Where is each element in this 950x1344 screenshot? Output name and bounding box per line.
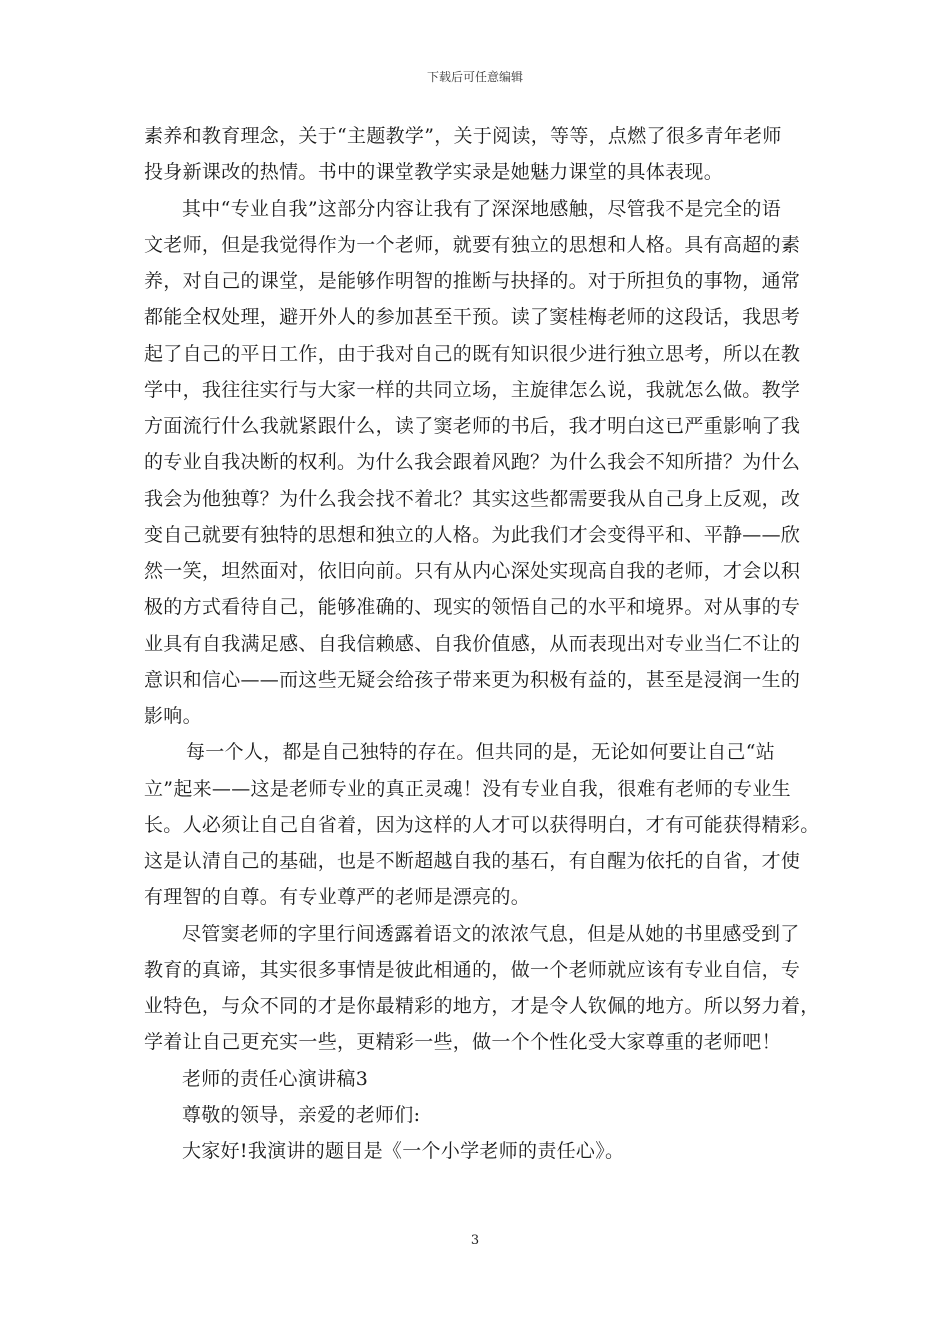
text-line: 变自己就要有独特的思想和独立的人格。为此我们才会变得平和、平静——欣 bbox=[144, 523, 801, 546]
text-line: 素养和教育理念，关于“主题教学”，关于阅读，等等，点燃了很多青年老师 bbox=[144, 125, 782, 147]
text-line: 影响。 bbox=[144, 705, 202, 727]
paragraph-start-line: 每一个人，都是自己独特的存在。但共同的是，无论如何要让自己“站 bbox=[186, 741, 776, 764]
text-line: 都能全权处理，避开外人的参加甚至干预。读了窦桂梅老师的这段话，我思考 bbox=[144, 306, 801, 329]
text-line: 意识和信心——而这些无疑会给孩子带来更为积极有益的，甚至是浸润一生的 bbox=[144, 668, 801, 691]
text-line: 教育的真谛，其实很多事情是彼此相通的，做一个老师就应该有专业自信，专 bbox=[144, 958, 801, 981]
salutation: 尊敬的领导，亲爱的老师们: bbox=[182, 1103, 421, 1126]
paragraph-start-line: 其中“专业自我”这部分内容让我有了深深地感触，尽管我不是完全的语 bbox=[182, 197, 782, 220]
text-line: 立”起来——这是老师专业的真正灵魂！没有专业自我，很难有老师的专业生 bbox=[144, 777, 791, 800]
text-line: 长。人必须让自己自省着，因为这样的人才可以获得明白，才有可能获得精彩。 bbox=[144, 813, 820, 836]
text-line: 有理智的自尊。有专业尊严的老师是漂亮的。 bbox=[144, 886, 531, 909]
text-line: 起了自己的平日工作，由于我对自己的既有知识很少进行独立思考，所以在教 bbox=[144, 342, 801, 365]
text-line: 学着让自己更充实一些，更精彩一些，做一个个性化受大家尊重的老师吧！ bbox=[144, 1031, 781, 1054]
text-line: 投身新课改的热情。书中的课堂教学实录是她魅力课堂的具体表现。 bbox=[144, 161, 724, 184]
page-header: 下载后可任意编辑 bbox=[426, 70, 523, 84]
text-line: 的专业自我决断的权利。为什么我会跟着风跑？为什么我会不知所措？为什么 bbox=[144, 451, 801, 474]
section-title: 老师的责任心演讲稿3 bbox=[182, 1067, 369, 1090]
text-line: 文老师，但是我觉得作为一个老师，就要有独立的思想和人格。具有高超的素 bbox=[144, 233, 801, 256]
text-line: 业具有自我满足感、自我信赖感、自我价值感，从而表现出对专业当仁不让的 bbox=[144, 632, 801, 655]
text-line: 养，对自己的课堂，是能够作明智的推断与抉择的。对于所担负的事物，通常 bbox=[144, 270, 801, 292]
greeting-line: 大家好!我演讲的题目是《一个小学老师的责任心》。 bbox=[182, 1140, 625, 1162]
text-line: 我会为他独尊？为什么我会找不着北？其实这些都需要我从自己身上反观，改 bbox=[144, 487, 801, 510]
text-line: 极的方式看待自己，能够准确的、现实的领悟自己的水平和境界。对从事的专 bbox=[144, 596, 801, 619]
text-line: 方面流行什么我就紧跟什么，读了窦老师的书后，我才明白这已严重影响了我 bbox=[144, 415, 801, 437]
text-line: 学中，我往往实行与大家一样的共同立场，主旋律怎么说，我就怎么做。教学 bbox=[144, 378, 801, 401]
document-body bbox=[144, 118, 820, 1169]
text-line: 这是认清自己的基础，也是不断超越自我的基石，有自醒为依托的自省，才使 bbox=[144, 850, 801, 872]
page-number: 3 bbox=[470, 1233, 480, 1248]
text-line: 然一笑，坦然面对，依旧向前。只有从内心深处实现高自我的老师，才会以积 bbox=[144, 560, 801, 582]
text-line: 业特色，与众不同的才是你最精彩的地方，才是令人钦佩的地方。所以努力着， bbox=[144, 995, 820, 1017]
paragraph-start-line: 尽管窦老师的字里行间透露着语文的浓浓气息，但是从她的书里感受到了 bbox=[182, 922, 800, 945]
